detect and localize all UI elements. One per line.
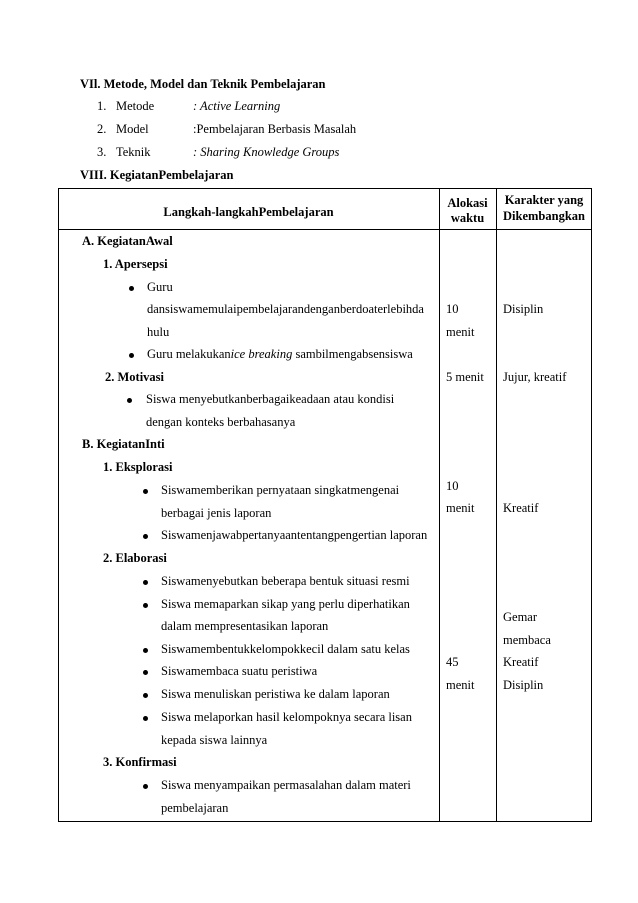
motivasi-item-1-line2: dengan konteks berbahasanya [146, 415, 296, 429]
model-label: Model [116, 122, 149, 136]
section-7-heading: VIl. Metode, Model dan Teknik Pembelajaran [80, 77, 326, 91]
bullet-icon [143, 534, 148, 539]
table-column-divider-1 [439, 188, 440, 822]
elaborasi-character-line4: Disiplin [503, 678, 544, 692]
elaborasi-item-4: Siswamembaca suatu peristiwa [161, 664, 318, 678]
table-header-divider [58, 229, 592, 230]
bullet-icon [143, 580, 148, 585]
konfirmasi-item-1-line2: pembelajaran [161, 801, 229, 815]
eksplorasi-character: Kreatif [503, 501, 539, 515]
elaborasi-character-line1: Gemar [503, 610, 538, 624]
eksplorasi-item-2: Siswamenjawabpertanyaantentangpengertian laporan [161, 528, 428, 542]
motivasi-time: 5 menit [446, 370, 484, 384]
header-allocation-line2: waktu [450, 211, 485, 225]
elaborasi-item-6-line2: kepada siswa lainnya [161, 733, 268, 747]
bullet-icon [129, 353, 134, 358]
apersepsi-item-2-italic: ice breaking [230, 347, 293, 361]
apersepsi-item-1-line2: dansiswamemulaipembelajarandenganberdoaterlebihda [147, 302, 424, 316]
technique-label: Teknik [116, 145, 151, 159]
bullet-icon [143, 716, 148, 721]
motivasi-character: Jujur, kreatif [503, 370, 567, 384]
elaborasi-item-1: Siswamenyebutkan beberapa bentuk situasi resmi [161, 574, 410, 588]
section-b-title: B. KegiatanInti [82, 437, 165, 451]
bullet-icon [129, 286, 134, 291]
section-a-title: A. KegiatanAwal [82, 234, 173, 248]
motivasi-title: 2. Motivasi [105, 370, 165, 384]
header-character-line1: Karakter yang [504, 193, 584, 207]
bullet-icon [143, 784, 148, 789]
bullet-icon [143, 603, 148, 608]
elaborasi-time-line2: menit [446, 678, 475, 692]
konfirmasi-item-1-line1: Siswa menyampaikan permasalahan dalam materi [161, 778, 411, 792]
eksplorasi-time-line2: menit [446, 501, 475, 515]
elaborasi-character-line3: Kreatif [503, 655, 539, 669]
bullet-icon [143, 648, 148, 653]
elaborasi-item-5: Siswa menuliskan peristiwa ke dalam laporan [161, 687, 390, 701]
bullet-icon [143, 489, 148, 494]
apersepsi-item-1-line1: Guru [147, 280, 173, 294]
eksplorasi-item-1-line2: berbagai jenis laporan [161, 506, 272, 520]
apersepsi-item-1-line3: hulu [147, 325, 170, 339]
method-number: 1. [97, 99, 107, 113]
eksplorasi-item-1-line1: Siswamemberikan pernyataan singkatmengenai [161, 483, 400, 497]
bullet-icon [143, 693, 148, 698]
elaborasi-item-3: Siswamembentukkelompokkecil dalam satu kelas [161, 642, 410, 656]
elaborasi-item-2-line2: dalam mempresentasikan laporan [161, 619, 329, 633]
apersepsi-time-line1: 10 [446, 302, 459, 316]
model-number: 2. [97, 122, 107, 136]
motivasi-item-1-line1: Siswa menyebutkanberbagaikeadaan atau kondisi [146, 392, 395, 406]
technique-number: 3. [97, 145, 107, 159]
technique-value: : Sharing Knowledge Groups [193, 145, 340, 159]
elaborasi-item-6-line1: Siswa melaporkan hasil kelompoknya secara lisan [161, 710, 412, 724]
elaborasi-item-2-line1: Siswa memaparkan sikap yang perlu diperhatikan [161, 597, 410, 611]
table-column-divider-2 [496, 188, 497, 822]
apersepsi-item-2-pre: Guru melakukan [147, 347, 231, 361]
apersepsi-time-line2: menit [446, 325, 475, 339]
eksplorasi-time-line1: 10 [446, 479, 459, 493]
bullet-icon [127, 398, 132, 403]
apersepsi-title: 1. Apersepsi [103, 257, 168, 271]
elaborasi-character-line2: membaca [503, 633, 551, 647]
elaborasi-time-line1: 45 [446, 655, 459, 669]
method-value: : Active Learning [193, 99, 281, 113]
header-steps: Langkah-langkahPembelajaran [163, 205, 334, 219]
eksplorasi-title: 1. Eksplorasi [103, 460, 173, 474]
apersepsi-item-2-post: sambilmengabsensiswa [292, 347, 413, 361]
section-8-heading: VIII. KegiatanPembelajaran [80, 168, 234, 182]
elaborasi-title: 2. Elaborasi [103, 551, 167, 565]
method-label: Metode [116, 99, 155, 113]
apersepsi-item-2 [147, 347, 413, 362]
header-allocation-line1: Alokasi [447, 196, 488, 210]
bullet-icon [143, 670, 148, 675]
model-value: :Pembelajaran Berbasis Masalah [193, 122, 357, 136]
konfirmasi-title: 3. Konfirmasi [103, 755, 177, 769]
apersepsi-character: Disiplin [503, 302, 544, 316]
header-character-line2: Dikembangkan [503, 209, 585, 223]
